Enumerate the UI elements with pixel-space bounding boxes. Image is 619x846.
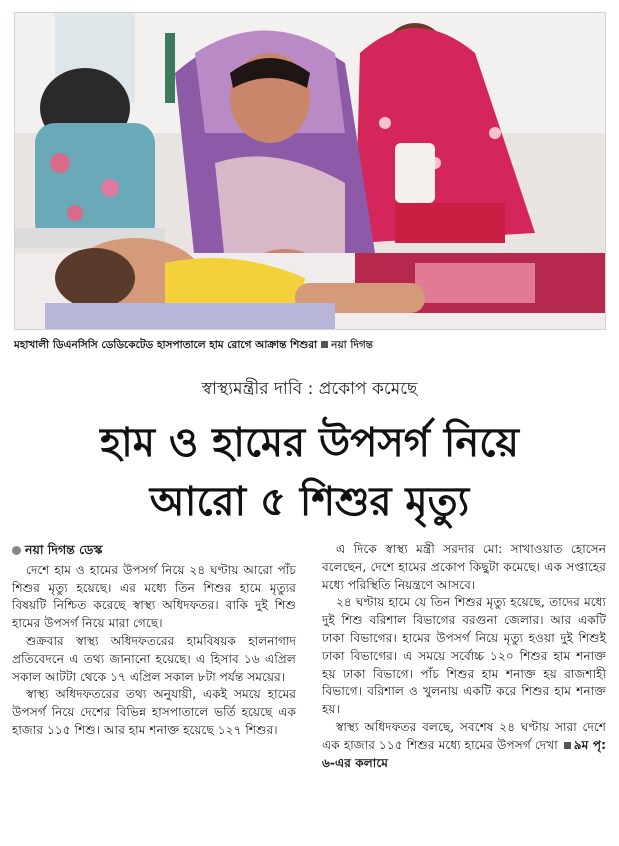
news-photo [14,12,606,330]
photo-caption-row [14,336,604,354]
paragraph-last [322,719,606,772]
article-column-left [12,541,296,740]
paragraph: শুক্রবার স্বাস্থ্য অধিদফতরের হামবিষয়ক হালনাগাদ প্রতিবেদনে এ তথ্য জানানো হয়েছে। এ হিসাব ১৬ এপ্রিল সকাল আটটা থেকে ১৭ এপ্রিল সকাল ৮টা পর্যন্ত সময়ের। [12,633,296,684]
jump-text: ৯ম পৃ: ৬-এর কলামে [322,737,606,770]
paragraph: দেশে হাম ও হামের উপসর্গ নিয়ে ২৪ ঘণ্টায় আরো পাঁচ শিশুর মৃত্যু হয়েছে। এর মধ্যে তিন শিশুর হামে মৃত্যুর বিষয়টি নিশ্চিত করেছে স্বাস্থ্য অধিদফতর। বাকি দুই শিশু হামের উপসর্গ নিয়ে মারা গেছে। [12,562,296,631]
paragraph-last-text: স্বাস্থ্য অধিদফতর বলছে, সবশেষ ২৪ ঘণ্টায় সারা দেশে এক হাজার ১১৫ শিশুর মধ্যে হামের উপসর্গ দেখা [322,719,606,752]
headline-line-2: আরো ৫ শিশুর মৃত্যু [149,479,470,525]
square-bullet-icon [321,341,328,348]
square-bullet-icon [564,742,571,749]
bullet-dot-icon [12,546,21,555]
article-kicker: স্বাস্থ্যমন্ত্রীর দাবি : প্রকোপ কমেছে [201,379,418,399]
byline-text: নয়া দিগন্ত ডেস্ক [25,542,103,557]
headline-line-1: হাম ও হামের উপসর্গ নিয়ে [100,420,519,466]
paragraph: এ দিকে স্বাস্থ্য মন্ত্রী সরদার মো: সাখাওয়াত হোসেন বলেছেন, দেশে হামের প্রকোপ কিছুটা কমেছে। এক সপ্তাহের মধ্যে পরিস্থিতি নিয়ন্ত্রণে আসবে। [322,542,606,592]
paragraph: স্বাস্থ্য অধিদফতরের তথ্য অনুযায়ী, একই সময়ে হামের উপসর্গ নিয়ে দেশের বিভিন্ন হাসপাতালে ভর্তি হয়েছে এক হাজার ১১৫ শিশু। আর হাম শনাক্ত হয়েছে ১২৭ শিশুর। [12,687,296,737]
byline [12,541,296,559]
photo-credit: নয়া দিগন্ত [331,339,373,351]
photo-caption: মহাখালী ডিএনসিসি ডেডিকেটেড হাসপাতালে হাম রোগে আক্রান্ত শিশুরা [14,339,318,351]
paragraph: ২৪ ঘণ্টায় হামে যে তিন শিশুর মৃত্যু হয়েছে, তাদের মধ্যে দুই শিশু বরিশাল বিভাগের বরগুনা জেলার। আর একটি ঢাকা বিভাগের। হামের উপসর্গ নিয়ে মৃত্যু হওয়া দুই শিশুই ঢাকা বিভাগের। এ সময়ে সর্বোচ্চ ১২০ শিশুর হাম শনাক্ত হয় ঢাকা বিভাগে। পাঁচ শিশুর হাম শনাক্ত হয় রাজশাহী বিভাগে। বরিশাল ও খুলনায় একটি করে শিশুর হাম শনাক্ত হয়। [322,595,606,717]
article-column-right [322,541,606,772]
